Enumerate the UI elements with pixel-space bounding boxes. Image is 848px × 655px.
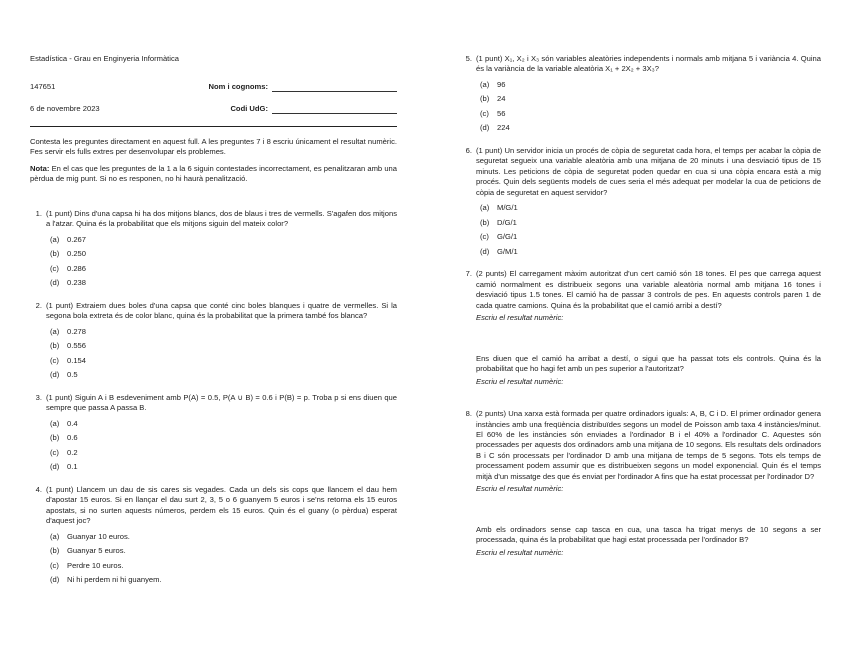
option[interactable] (50, 249, 397, 264)
option-letter: (d) (480, 246, 490, 256)
option-letter: (a) (50, 326, 60, 336)
option[interactable] (50, 278, 397, 293)
option-letter: (d) (50, 278, 60, 288)
option-letter: (d) (50, 462, 60, 472)
option[interactable] (50, 575, 397, 590)
option-letter: (a) (50, 531, 60, 541)
penalty-note (30, 164, 397, 185)
option-value: 0.556 (67, 341, 87, 351)
course-code: 147651 (30, 81, 56, 91)
option[interactable] (50, 433, 397, 448)
course-title: Estadística - Grau en Enginyeria Informàtica (30, 54, 179, 63)
option-letter: (b) (50, 249, 60, 259)
option[interactable] (480, 218, 821, 233)
question-6 (460, 146, 821, 261)
left-column (30, 54, 397, 598)
option-letter: (a) (480, 79, 490, 89)
option-value: G/G/1 (497, 232, 518, 242)
question-3 (30, 393, 397, 477)
question-text: (1 punt) X₁, X₂ i X₃ són variables aleatòries independents i normals amb mitjana 5 i variància 4. Quina és la variància de la variable aleatòria X₁ + 2X₂ + 3X₃? (476, 54, 821, 74)
option[interactable] (480, 232, 821, 247)
option-letter: (c) (50, 447, 59, 457)
option-value: D/G/1 (497, 217, 517, 227)
question-number: 8. (465, 409, 472, 419)
option-value: 96 (497, 79, 506, 89)
option-letter: (b) (480, 94, 490, 104)
question-text: (1 punt) Siguin A i B esdeveniment amb P(A) = 0.5, P(A ∪ B) = 0.6 i P(B) = p. Troba p si ens diuen que sempre que passa A passa B. (46, 392, 397, 413)
option[interactable] (480, 109, 821, 124)
option[interactable] (50, 327, 397, 342)
option-value: 0.6 (67, 433, 78, 443)
option-value: 0.278 (67, 326, 87, 336)
option[interactable] (50, 419, 397, 434)
option-value: G/M/1 (497, 246, 518, 256)
option-value: 0.4 (67, 418, 78, 428)
option[interactable] (480, 94, 821, 109)
question-number: 1. (35, 208, 42, 218)
option[interactable] (50, 462, 397, 477)
option-letter: (c) (50, 355, 59, 365)
option[interactable] (50, 561, 397, 576)
question-number: 6. (465, 145, 472, 155)
option-letter: (a) (50, 234, 60, 244)
option[interactable] (50, 356, 397, 371)
option-value: 56 (497, 108, 506, 118)
option-letter: (c) (50, 263, 59, 273)
option-list (50, 235, 397, 293)
option[interactable] (50, 546, 397, 561)
option-value: Ni hi perdem ni hi guanyem. (67, 575, 162, 585)
question-number: 4. (35, 484, 42, 494)
option-value: 0.2 (67, 447, 78, 457)
sub-answer-field[interactable]: Escriu el resultat numèric: (476, 547, 564, 557)
udg-label: Codi UdG: (230, 103, 268, 113)
option-letter: (a) (50, 418, 60, 428)
option-letter: (c) (480, 108, 489, 118)
option-letter: (b) (50, 546, 60, 556)
udg-field[interactable] (272, 104, 397, 114)
option[interactable] (480, 80, 821, 95)
question-number: 7. (465, 269, 472, 279)
option-letter: (b) (50, 341, 60, 351)
option-letter: (b) (480, 217, 490, 227)
name-field[interactable] (272, 82, 397, 92)
option-list (50, 419, 397, 477)
question-text: (2 punts) Una xarxa està formada per quatre ordinadors iguals: A, B, C i D. El primer ordinador genera instàncies amb una freqüència distribuïdes segons un model de Poisson amb taxa 4 instàncies/minut. El 60% de les instàncies són enviades a l'ordinador B i el 40% a l'ordinador C. Aquestes són processades per aquests dos ordinadors amb una mitjana de 10 segons. Els resultats dels ordinadors B i C són processats per l'ordinador D amb una mitjana de temps de 5 segons. Tots els temps de processament podem assumir que es distribueixen segons un model exponencial. Quin és el temps mitjà d'un missatge des que és enviat per l'ordinador A fins que ha estat processat per l'ordinador D? (476, 409, 821, 481)
option[interactable] (480, 247, 821, 262)
question-text: (1 punt) Un servidor inicia un procés de còpia de seguretat cada hora, el temps per acabar la còpia de seguretat segueix una variable aleatòria amb una mitjana de 20 minuts i una desviació tipus de 15 minuts. Les peticions de còpia de seguretat poden quedar en cua si una còpia encara està a mig procés. Quin dels següents models de cues seria el més adequat per modelar la cua de peticions de còpia de seguretat en aquest servidor? (476, 145, 821, 197)
option-value: M/G/1 (497, 203, 518, 213)
option-letter: (a) (480, 203, 490, 213)
option-value: 0.267 (67, 234, 87, 244)
option[interactable] (50, 235, 397, 250)
option-list (50, 532, 397, 590)
answer-field[interactable]: Escriu el resultat numèric: (476, 484, 564, 494)
exam-header (30, 54, 397, 114)
option-list (480, 203, 821, 261)
question-number: 5. (465, 54, 472, 63)
option-value: Guanyar 5 euros. (67, 546, 126, 556)
option-letter: (d) (480, 123, 490, 133)
option-letter: (c) (480, 232, 489, 242)
question-number: 3. (35, 392, 42, 402)
option[interactable] (50, 532, 397, 547)
option-value: 0.1 (67, 462, 78, 472)
sub-question-text: Amb els ordinadors sense cap tasca en cua, una tasca ha trigat menys de 10 segons a ser processada, quina és la probabilitat que hagi estat processada per l'ordinador B? (476, 524, 821, 545)
option-letter: (d) (50, 575, 60, 585)
option-list (480, 80, 821, 138)
question-4 (30, 485, 397, 590)
name-label: Nom i cognoms: (208, 81, 268, 91)
option-value: 0.250 (67, 249, 87, 259)
option[interactable] (50, 448, 397, 463)
question-7 (460, 269, 821, 387)
right-column (460, 54, 821, 558)
option-value: 0.286 (67, 263, 87, 273)
option-letter: (b) (50, 433, 60, 443)
option[interactable] (480, 123, 821, 138)
option-value: 0.238 (67, 278, 87, 288)
option[interactable] (50, 341, 397, 356)
option[interactable] (50, 370, 397, 385)
question-1 (30, 209, 397, 293)
answer-field[interactable]: Escriu el resultat numèric: (476, 313, 564, 323)
option[interactable] (50, 264, 397, 279)
divider (30, 126, 397, 127)
question-2 (30, 301, 397, 385)
option-value: 0.154 (67, 355, 87, 365)
question-text: (1 punt) Dins d'una capsa hi ha dos mitjons blancs, dos de blaus i tres de vermells. S'agafen dos mitjons a l'atzar. Quina és la probabilitat que els mitjons siguin del mateix color? (46, 208, 397, 229)
option-letter: (c) (50, 560, 59, 570)
question-5 (460, 54, 821, 138)
question-text: (1 punt) Llancem un dau de sis cares sis vegades. Cada un dels sis cops que llancem el dau hem d'apostar 15 euros. Si en llançar el dau surt 2, 3, 5 o 6 guanyem 5 euros i se'ns retorna els 15 euros apostats, si no surten aquests números, perdem els 15 euros. Quin és el guany (o pèrdua) esperat d'aquest joc? (46, 484, 397, 526)
option-value: Perdre 10 euros. (67, 560, 124, 570)
option-letter: (d) (50, 370, 60, 380)
question-number: 2. (35, 300, 42, 310)
sub-answer-field[interactable]: Escriu el resultat numèric: (476, 376, 564, 386)
option-list (50, 327, 397, 385)
question-text: (1 punt) Extraiem dues boles d'una capsa que conté cinc boles blanques i quatre de vermelles. Si la segona bola extreta és de color blanc, quina és la probabilitat que la primera també fos blanca? (46, 300, 397, 321)
exam-date: 6 de novembre 2023 (30, 103, 100, 113)
question-8 (460, 409, 821, 558)
instructions: Contesta les preguntes directament en aquest full. A les preguntes 7 i 8 escriu únicament el resultat numèric. Fes servir els fulls extres per desenvolupar els problemes. (30, 137, 397, 157)
option-value: 224 (497, 123, 510, 133)
option[interactable] (480, 203, 821, 218)
option-value: 0.5 (67, 370, 78, 380)
question-text: (2 punts) El carregament màxim autoritzat d'un cert camió són 18 tones. El pes que carrega aquest camió normalment es distribueix segons una variable aleatòria normal amb mitjana 16 tones i desviació tipus 1.5 tones. El camió ha de passar 3 controls de pes. En aquests controls paren 1 de cada quatre camions. Quina és la probabilitat que el camió arribi a destí? (476, 269, 821, 310)
note-label: Nota: (30, 163, 50, 173)
option-value: Guanyar 10 euros. (67, 531, 130, 541)
sub-question-text: Ens diuen que el camió ha arribat a destí, o sigui que ha passat tots els controls. Quina és la probabilitat que ho hagi fet amb un pes superior a l'autoritzat? (476, 353, 821, 374)
note-text: En el cas que les preguntes de la 1 a la 6 siguin contestades incorrectament, es penalitzaran amb una pèrdua de mig punt. Si no es responen, no hi haurà penalització. (30, 163, 397, 184)
option-value: 24 (497, 94, 506, 104)
